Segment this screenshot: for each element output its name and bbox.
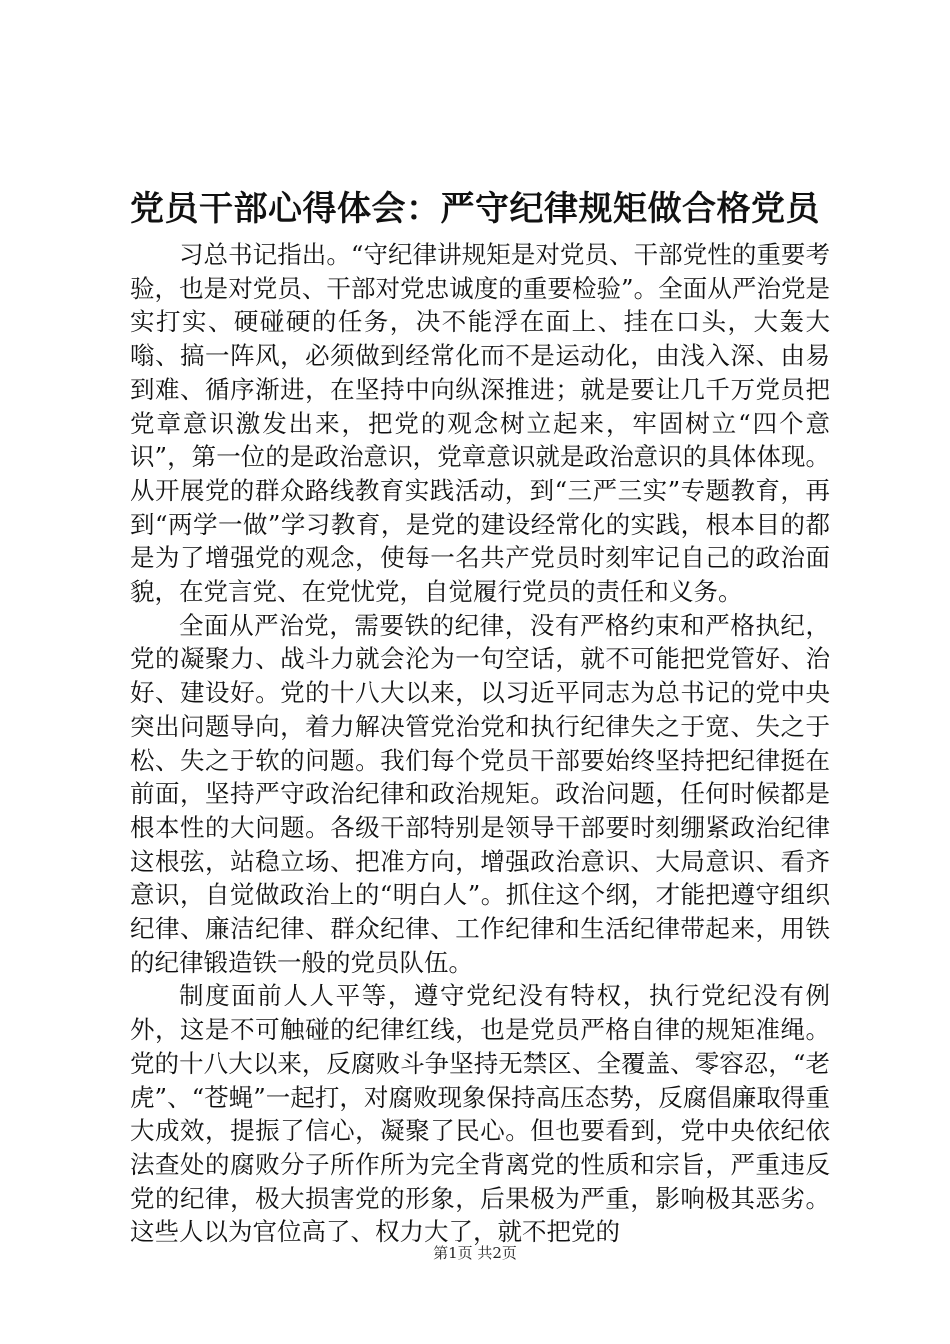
paragraph-1: 习总书记指出。“守纪律讲规矩是对党员、干部党性的重要考验，也是对党员、干部对党忠诚度的重要检验”。全面从严治党是实打实、硬碰硬的任务，决不能浮在面上、挂在口头，大轰大嗡、搞一阵风，必须做到经常化而不是运动化，由浅入深、由易到难、循序渐进，在坚持中向纵深推进；就是要让几千万党员把党章意识激发出来，把党的观念树立起来，牢固树立“四个意识”，第一位的是政治意识，党章意识就是政治意识的具体体现。从开展党的群众路线教育实践活动，到“三严三实”专题教育，再到“两学一做”学习教育，是党的建设经常化的实践，根本目的都是为了增强党的观念，使每一名共产党员时刻牢记自己的政治面貌，在党言党、在党忧党，自觉履行党员的责任和义务。	[130, 240, 830, 607]
paragraph-2: 全面从严治党，需要铁的纪律，没有严格约束和严格执纪，党的凝聚力、战斗力就会沦为一句空话，就不可能把党管好、治好、建设好。党的十八大以来，以习近平同志为总书记的党中央突出问题导向，着力解决管党治党和执行纪律失之于宽、失之于松、失之于软的问题。我们每个党员干部要始终坚持把纪律挺在前面，坚持严守政治纪律和政治规矩。政治问题，任何时候都是根本性的大问题。各级干部特别是领导干部要时刻绷紧政治纪律这根弦，站稳立场、把准方向，增强政治意识、大局意识、看齐意识，自觉做政治上的“明白人”。抓住这个纲，才能把遵守组织纪律、廉洁纪律、群众纪律、工作纪律和生活纪律带起来，用铁的纪律锻造铁一般的党员队伍。	[130, 610, 830, 977]
paragraph-3: 制度面前人人平等，遵守党纪没有特权，执行党纪没有例外，这是不可触碰的纪律红线，也是党员严格自律的规矩准绳。党的十八大以来，反腐败斗争坚持无禁区、全覆盖、零容忍，“老虎”、“苍蝇”一起打，对腐败现象保持高压态势，反腐倡廉取得重大成效，提振了信心，凝聚了民心。但也要看到，党中央依纪依法查处的腐败分子所作所为完全背离党的性质和宗旨，严重违反党的纪律，极大损害党的形象，后果极为严重，影响极其恶劣。这些人以为官位高了、权力大了，就不把党的	[130, 981, 830, 1247]
document-body	[130, 238, 830, 1249]
page-footer: 第1页 共2页	[433, 1244, 517, 1262]
document-title: 党员干部心得体会：严守纪律规矩做合格党员	[130, 189, 820, 229]
